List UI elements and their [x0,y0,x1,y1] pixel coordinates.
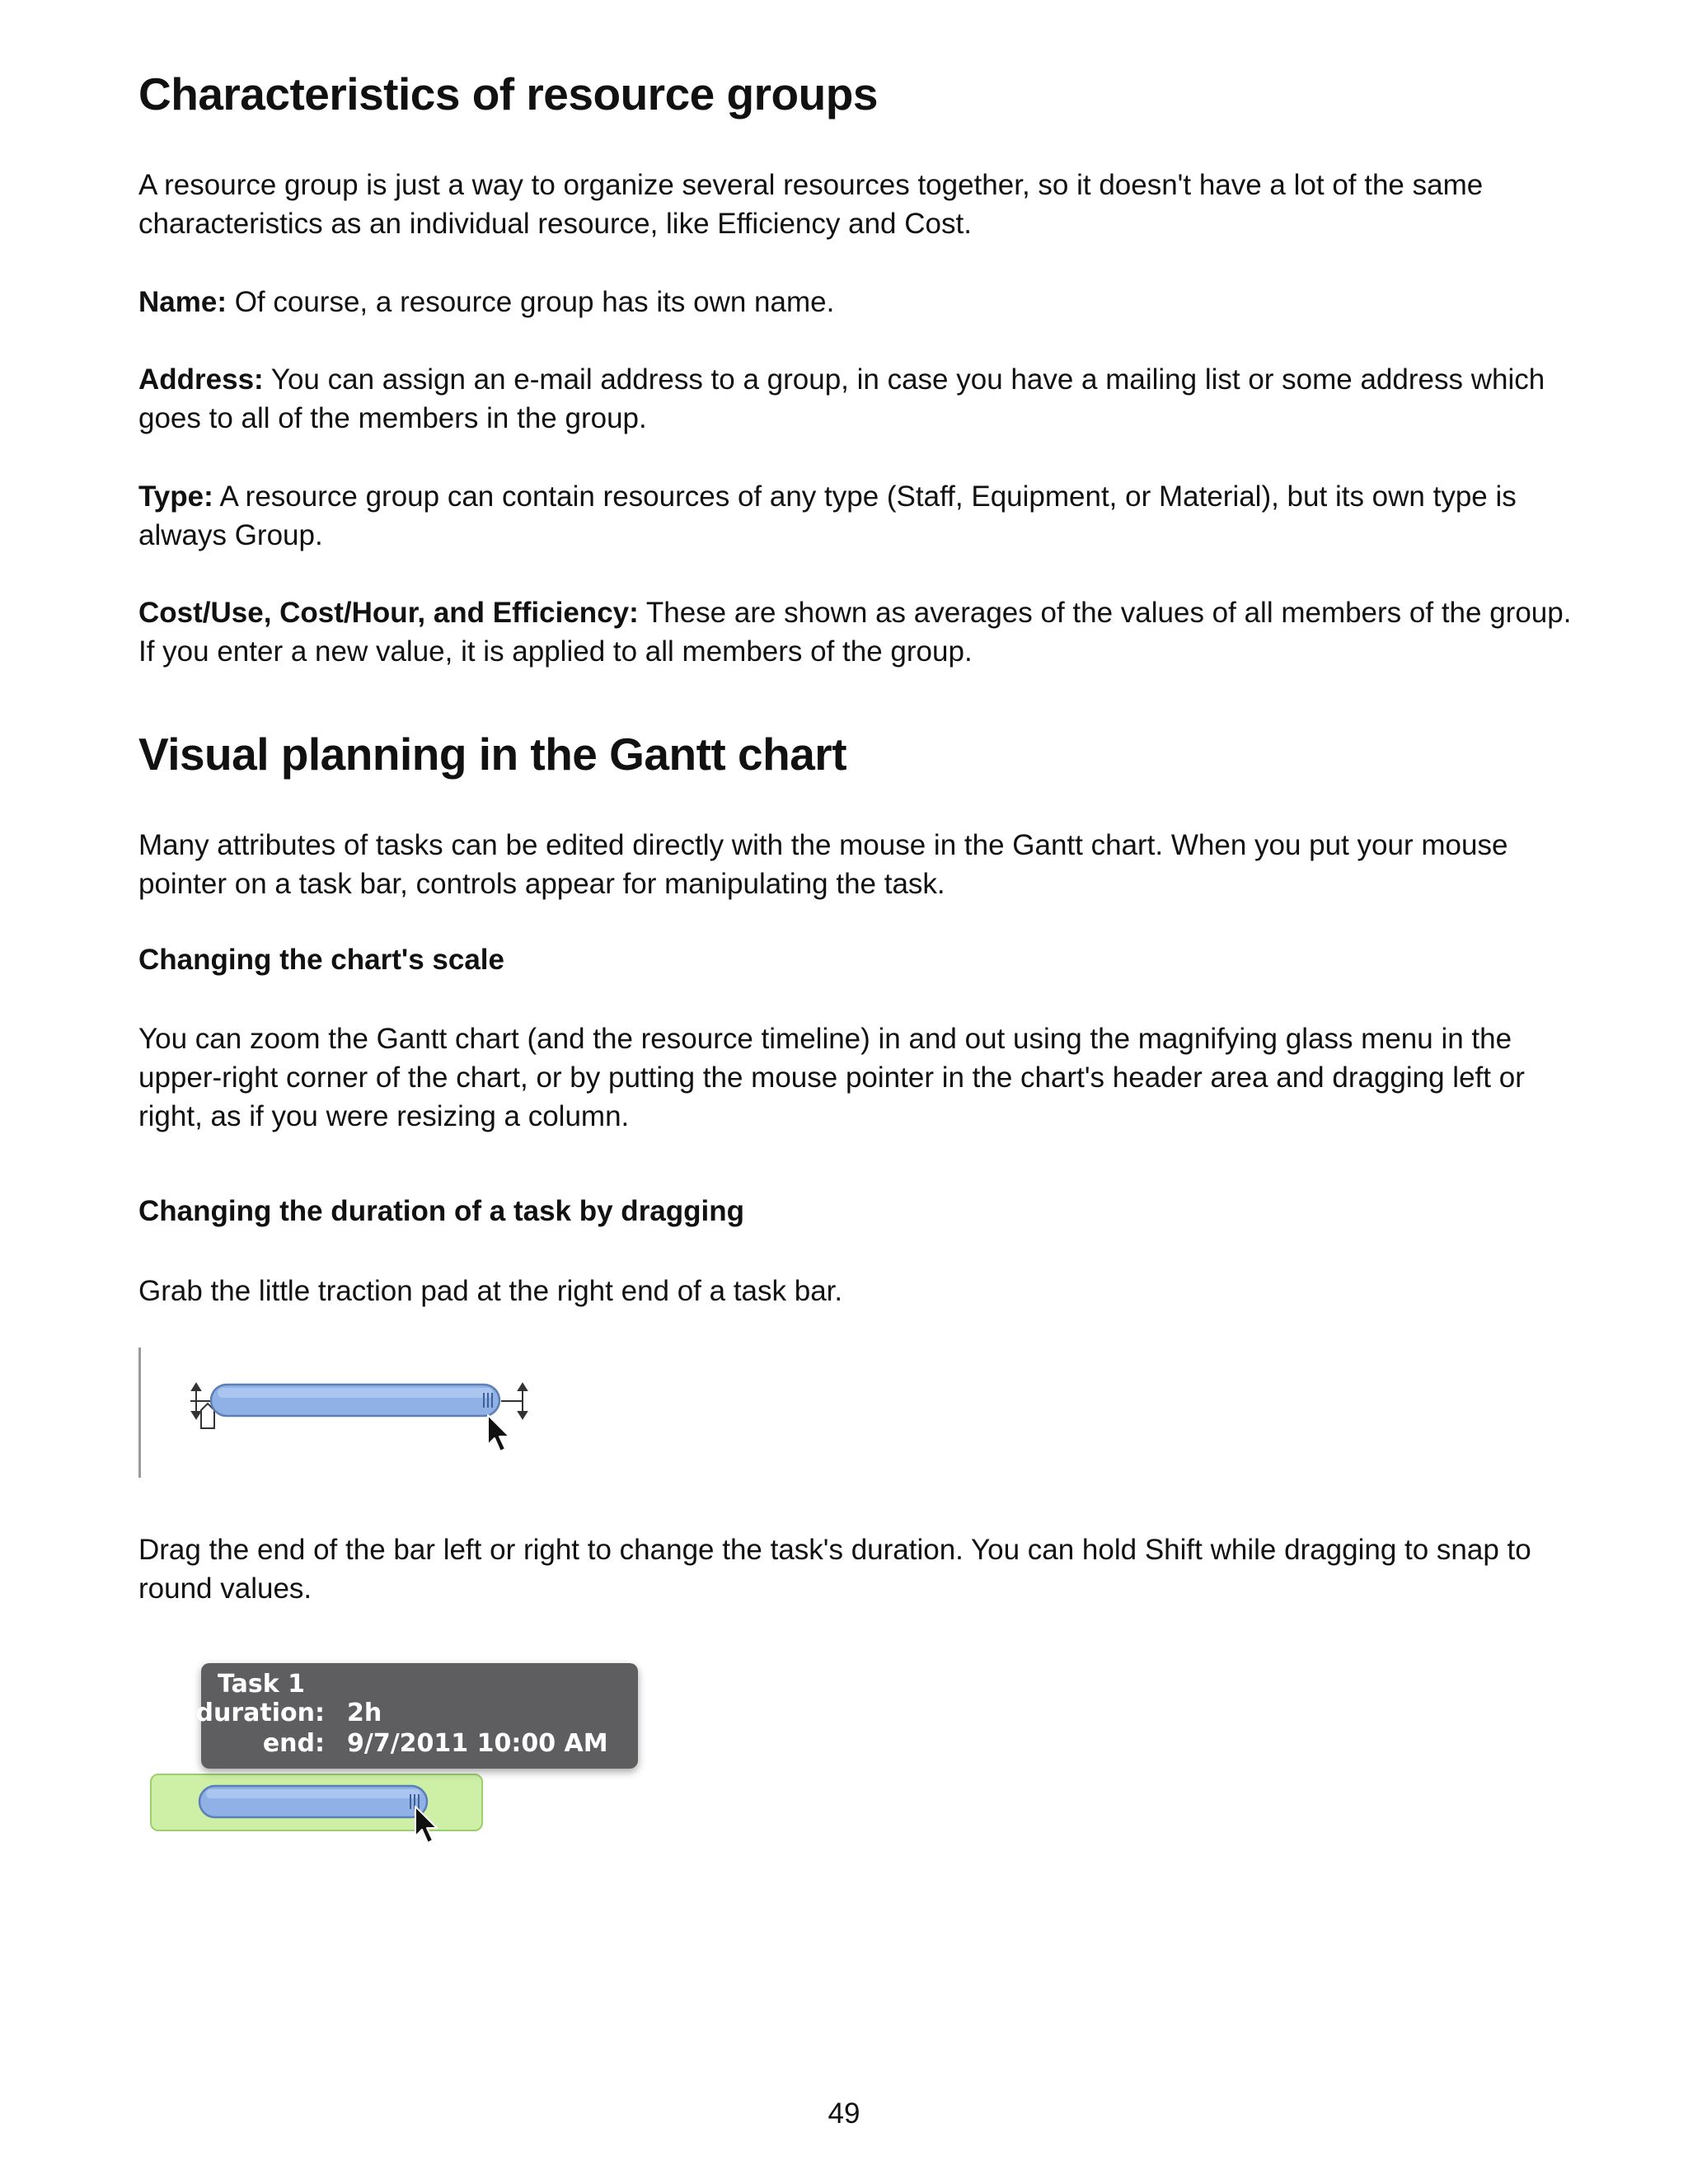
item-name-term: Name: [138,286,227,318]
tooltip-end-value: 9/7/2011 10:00 AM [347,1729,608,1758]
duration-drag-text-2: Drag the end of the bar left or right to change the task's duration. You can hold Shift while dragging to snap to round values. [138,1534,1531,1605]
item-address [138,360,1589,438]
gantt-intro: Many attributes of tasks can be edited directly with the mouse in the Gantt chart. When you put your mouse pointer on a task bar, controls appear for manipulating the task. [138,829,1508,900]
page-number: 49 [828,2097,860,2130]
item-cost-text: These are shown as averages of the values of all members of the group. If you enter a new value, it is applied to all members of the group. [138,597,1572,668]
tooltip-end-label: end: [262,1729,325,1758]
item-name [138,283,1589,321]
item-type-text: A resource group can contain resources of any type (Staff, Equipment, or Material), but its own type is always Group. [138,480,1517,551]
item-cost-term: Cost/Use, Cost/Hour, and Efficiency: [138,597,639,629]
dragged-task-bar-highlight [206,1789,420,1798]
resource-groups-intro: A resource group is just a way to organize several resources together, so it doesn't have a lot of the same characteristics as an individual resource, like Efficiency and Cost. [138,169,1484,240]
tooltip-duration-label: duration: [195,1699,325,1727]
duration-drag-text-1: Grab the little traction pad at the right end of a task bar. [138,1275,843,1307]
task-bar-illustration [138,1347,567,1479]
drag-tooltip-figure [147,1657,674,1854]
item-type-term: Type: [138,480,213,513]
subheading-duration-drag: Changing the duration of a task by dragging [138,1195,745,1227]
section-heading-resource-groups: Characteristics of resource groups [138,68,878,120]
task-bar-figure [138,1347,567,1479]
item-cost [138,593,1589,671]
task-bar-highlight [218,1388,493,1398]
section-heading-gantt: Visual planning in the Gantt chart [138,729,847,780]
mouse-cursor-icon [488,1415,509,1451]
tooltip-title: Task 1 [218,1670,305,1699]
drag-cursor-icon [415,1807,437,1843]
item-type [138,477,1589,555]
dragged-task-illustration [147,1657,674,1854]
tooltip-duration-value: 2h [347,1699,382,1727]
right-resize-handle-icon [501,1384,527,1418]
item-name-text: Of course, a resource group has its own name. [226,286,835,318]
chart-scale-text: You can zoom the Gantt chart (and the resource timeline) in and out using the magnifying glass menu in the upper-right corner of the chart, or by putting the mouse pointer in the chart's header area and dragging left or right, as if you were resizing a column. [138,1023,1525,1132]
item-address-term: Address: [138,363,264,396]
item-address-text: You can assign an e-mail address to a group, in case you have a mailing list or some address which goes to all of the members in the group. [138,363,1545,434]
subheading-chart-scale: Changing the chart's scale [138,944,504,976]
